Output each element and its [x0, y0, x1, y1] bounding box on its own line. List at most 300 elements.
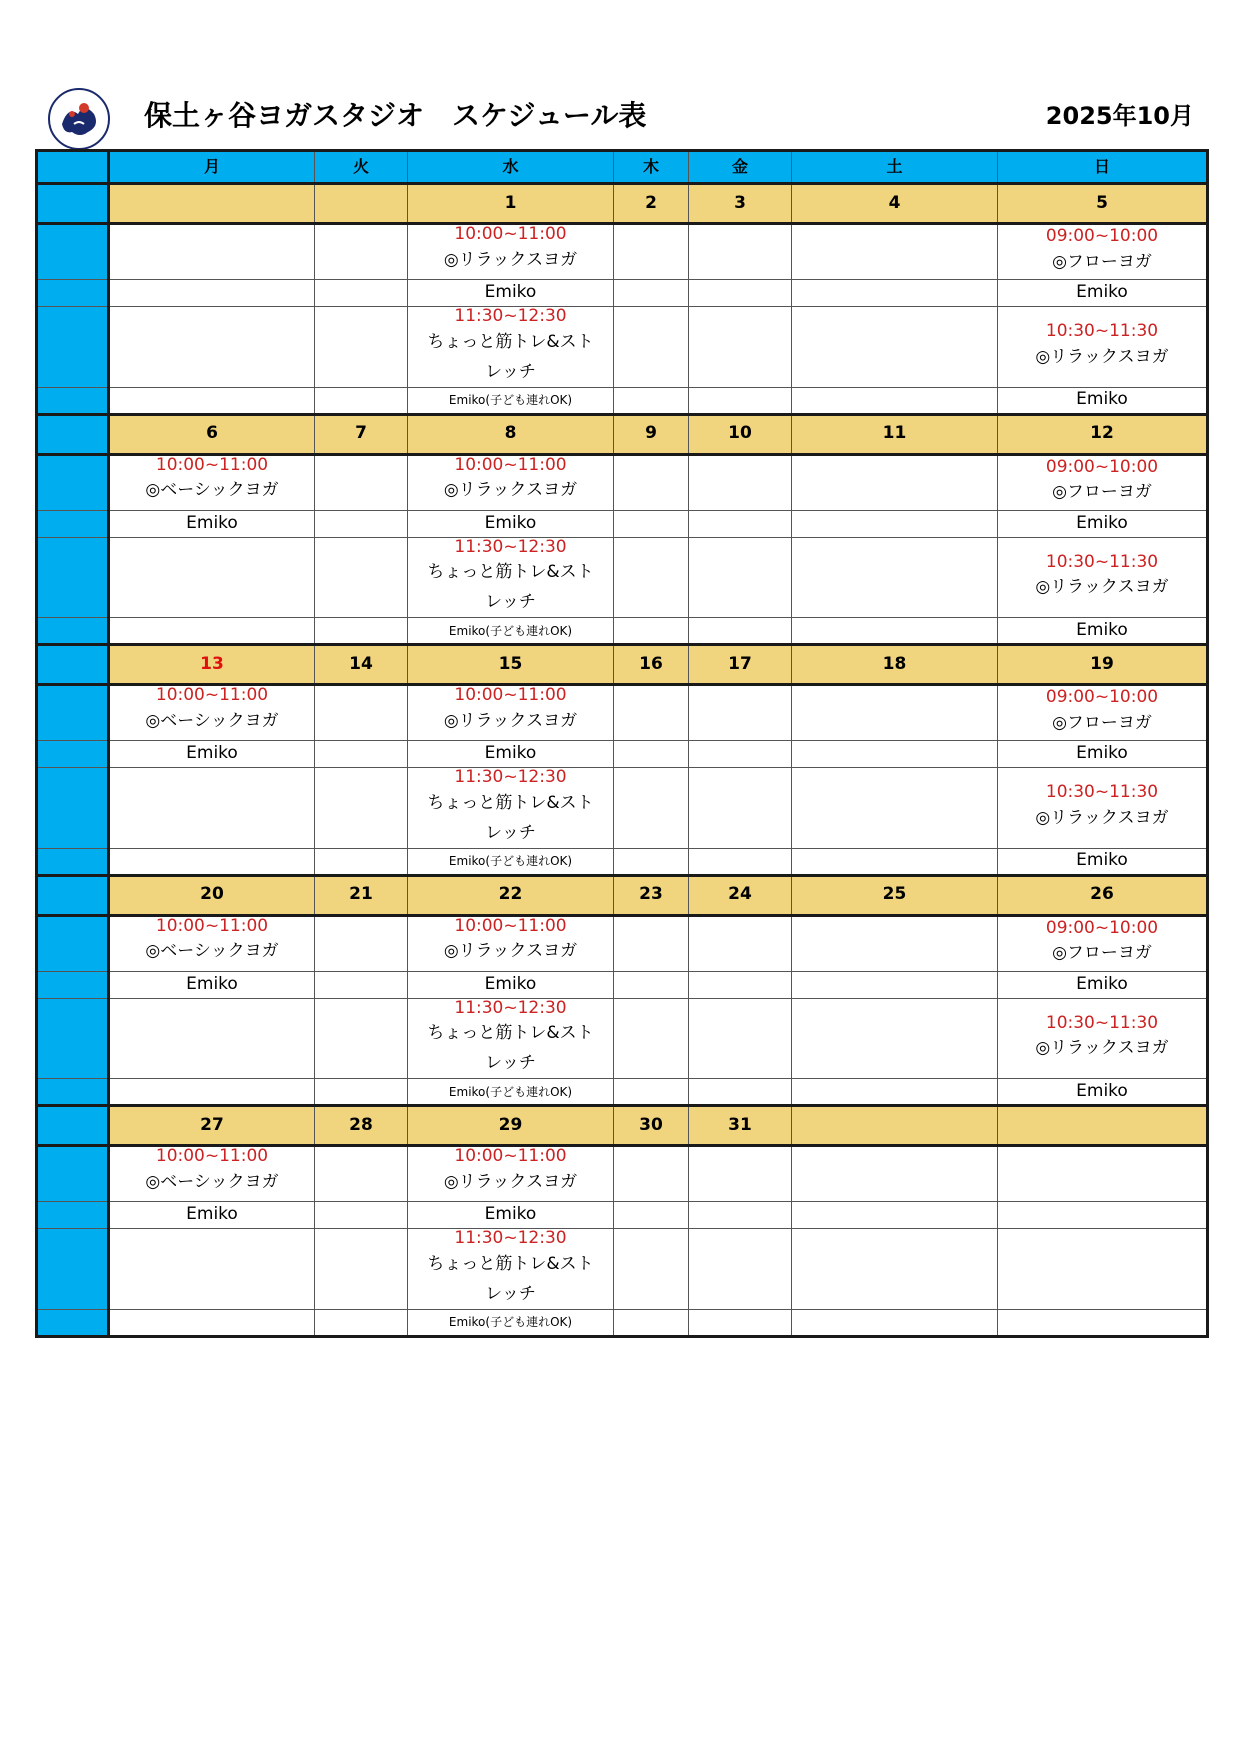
schedule-cell: [109, 280, 315, 307]
date-cell: 12: [998, 414, 1208, 454]
schedule-cell: [109, 1202, 315, 1229]
schedule-row: [37, 454, 1208, 510]
date-cell: 8: [408, 414, 614, 454]
schedule-cell: [689, 971, 792, 998]
class-name: ◎フローヨガ: [1052, 251, 1152, 272]
schedule-cell: [614, 741, 689, 768]
schedule-cell: [792, 618, 998, 645]
class-name: ちょっと筋トレ&ストレッチ: [427, 792, 594, 843]
schedule-cell: [408, 454, 614, 510]
schedule-cell: [998, 741, 1208, 768]
schedule-cell: [315, 387, 408, 414]
schedule-cell: [109, 768, 315, 849]
instructor-name: Emiko(子ども連れOK): [448, 1315, 573, 1330]
schedule-cell: [109, 848, 315, 875]
schedule-row: [37, 510, 1208, 537]
schedule-cell: [408, 768, 614, 849]
date-cell: 2: [614, 184, 689, 224]
schedule-cell: [998, 768, 1208, 849]
side-cell: [37, 280, 109, 307]
instructor-name: Emiko(子ども連れOK): [448, 854, 573, 869]
schedule-cell: [109, 537, 315, 618]
schedule-cell: [315, 1146, 408, 1202]
schedule-cell: [792, 307, 998, 388]
class-name: ちょっと筋トレ&ストレッチ: [427, 562, 594, 613]
schedule-cell: [614, 224, 689, 280]
schedule-cell: [998, 618, 1208, 645]
date-cell: 3: [689, 184, 792, 224]
class-name: ちょっと筋トレ&ストレッチ: [427, 331, 594, 382]
class-time: 11:30~12:30: [454, 767, 567, 788]
date-cell: 18: [792, 645, 998, 685]
schedule-cell: [792, 387, 998, 414]
schedule-cell: [792, 768, 998, 849]
schedule-cell: [689, 454, 792, 510]
date-cell: 16: [614, 645, 689, 685]
schedule-cell: [998, 1202, 1208, 1229]
schedule-cell: [998, 1079, 1208, 1106]
side-cell: [37, 685, 109, 741]
schedule-cell: [998, 307, 1208, 388]
instructor-name: Emiko: [484, 743, 537, 764]
class-time: 09:00~10:00: [1045, 687, 1159, 708]
schedule-cell: [614, 387, 689, 414]
side-cell: [37, 998, 109, 1079]
schedule-cell: [998, 537, 1208, 618]
schedule-cell: [792, 510, 998, 537]
schedule-cell: [614, 1202, 689, 1229]
instructor-name: Emiko: [1076, 1080, 1128, 1101]
date-row: [37, 875, 1208, 915]
date-cell: 14: [315, 645, 408, 685]
schedule-cell: [315, 685, 408, 741]
side-cell: [37, 971, 109, 998]
schedule-cell: [614, 768, 689, 849]
date-cell: 27: [109, 1106, 315, 1146]
month-label: 2025年10月: [1045, 102, 1194, 130]
schedule-cell: [792, 224, 998, 280]
side-cell: [37, 510, 109, 537]
class-time: 11:30~12:30: [454, 537, 567, 557]
schedule-cell: [315, 224, 408, 280]
schedule-cell: [689, 685, 792, 741]
side-cell: [37, 875, 109, 915]
schedule-row: [37, 685, 1208, 741]
class-name: ◎フローヨガ: [1052, 943, 1152, 964]
schedule-cell: [998, 280, 1208, 307]
side-cell: [37, 184, 109, 224]
schedule-cell: [689, 1202, 792, 1229]
schedule-cell: [408, 1079, 614, 1106]
class-time: 10:30~11:30: [1045, 321, 1159, 341]
instructor-name: Emiko: [1076, 743, 1128, 764]
class-time: 10:30~11:30: [1045, 1012, 1159, 1033]
side-cell: [37, 741, 109, 768]
schedule-cell: [109, 971, 315, 998]
schedule-cell: [408, 915, 614, 971]
schedule-cell: [614, 1229, 689, 1310]
schedule-cell: [109, 741, 315, 768]
schedule-cell: [689, 998, 792, 1079]
schedule-cell: [998, 1229, 1208, 1310]
date-cell: 20: [109, 875, 315, 915]
date-cell: 24: [689, 875, 792, 915]
instructor-name: Emiko: [186, 973, 238, 994]
class-time: 10:00~11:00: [155, 1146, 269, 1167]
side-cell: [37, 537, 109, 618]
schedule-cell: [315, 1079, 408, 1106]
schedule-cell: [998, 1146, 1208, 1202]
schedule-cell: [689, 387, 792, 414]
schedule-cell: [408, 510, 614, 537]
date-cell: 31: [689, 1106, 792, 1146]
instructor-name: Emiko: [484, 973, 537, 994]
schedule-cell: [614, 971, 689, 998]
instructor-name: Emiko(子ども連れOK): [448, 393, 573, 408]
side-cell: [37, 1106, 109, 1146]
schedule-cell: [689, 1079, 792, 1106]
class-name: ◎リラックスヨガ: [443, 480, 578, 501]
class-name: ◎リラックスヨガ: [443, 941, 578, 962]
weekday-label: 日: [998, 151, 1208, 184]
schedule-cell: [109, 915, 315, 971]
date-cell: [792, 1106, 998, 1146]
date-row: [37, 645, 1208, 685]
schedule-cell: [614, 685, 689, 741]
schedule-row: [37, 1229, 1208, 1310]
schedule-cell: [792, 1202, 998, 1229]
side-cell: [37, 1309, 109, 1336]
schedule-row: [37, 915, 1208, 971]
schedule-cell: [689, 510, 792, 537]
schedule-cell: [109, 1146, 315, 1202]
schedule-cell: [408, 1229, 614, 1310]
date-cell: 26: [998, 875, 1208, 915]
date-cell: 21: [315, 875, 408, 915]
side-cell: [37, 848, 109, 875]
side-cell: [37, 915, 109, 971]
schedule-cell: [792, 915, 998, 971]
schedule-cell: [998, 998, 1208, 1079]
class-time: 10:00~11:00: [454, 685, 567, 706]
schedule-row: [37, 1309, 1208, 1336]
class-time: 11:30~12:30: [454, 998, 567, 1018]
schedule-cell: [614, 618, 689, 645]
schedule-cell: [792, 280, 998, 307]
instructor-name: Emiko: [1076, 619, 1128, 640]
schedule-cell: [408, 1202, 614, 1229]
schedule-cell: [315, 768, 408, 849]
schedule-cell: [689, 224, 792, 280]
schedule-row: [37, 307, 1208, 388]
date-cell: 9: [614, 414, 689, 454]
schedule-cell: [792, 454, 998, 510]
side-cell: [37, 768, 109, 849]
schedule-row: [37, 768, 1208, 849]
date-cell: 7: [315, 414, 408, 454]
schedule-cell: [408, 1146, 614, 1202]
schedule-cell: [998, 1309, 1208, 1336]
schedule-cell: [792, 1146, 998, 1202]
schedule-cell: [408, 1309, 614, 1336]
class-name: ちょっと筋トレ&ストレッチ: [427, 1253, 594, 1304]
schedule-cell: [315, 848, 408, 875]
instructor-name: Emiko: [186, 743, 238, 764]
schedule-cell: [408, 685, 614, 741]
side-cell: [37, 1229, 109, 1310]
schedule-cell: [689, 915, 792, 971]
schedule-cell: [998, 224, 1208, 280]
date-cell: 10: [689, 414, 792, 454]
schedule-row: [37, 280, 1208, 307]
schedule-cell: [614, 998, 689, 1079]
class-name: ◎ベーシックヨガ: [145, 1171, 279, 1192]
schedule-cell: [408, 307, 614, 388]
schedule-cell: [315, 454, 408, 510]
schedule-row: [37, 998, 1208, 1079]
schedule-cell: [109, 998, 315, 1079]
schedule-cell: [792, 848, 998, 875]
weekday-label: 金: [689, 151, 792, 184]
side-cell: [37, 618, 109, 645]
schedule-cell: [614, 1146, 689, 1202]
schedule-cell: [109, 224, 315, 280]
instructor-name: Emiko: [484, 1204, 537, 1225]
weekday-label: 月: [109, 151, 315, 184]
class-name: ◎ベーシックヨガ: [145, 710, 279, 731]
schedule-table: [35, 149, 1209, 1338]
class-name: ちょっと筋トレ&ストレッチ: [427, 1023, 594, 1074]
side-cell: [37, 387, 109, 414]
schedule-cell: [689, 1229, 792, 1310]
schedule-cell: [614, 280, 689, 307]
schedule-cell: [792, 998, 998, 1079]
date-cell: [315, 184, 408, 224]
schedule-cell: [315, 741, 408, 768]
date-cell: 11: [792, 414, 998, 454]
class-time: 11:30~12:30: [454, 306, 567, 326]
class-name: ◎ベーシックヨガ: [145, 941, 279, 962]
schedule-cell: [315, 1202, 408, 1229]
schedule-cell: [109, 510, 315, 537]
page-title: 保土ヶ谷ヨガスタジオ スケジュール表: [144, 99, 647, 132]
schedule-cell: [792, 685, 998, 741]
schedule-cell: [614, 454, 689, 510]
schedule-cell: [998, 971, 1208, 998]
schedule-cell: [792, 1079, 998, 1106]
date-cell: [109, 184, 315, 224]
instructor-name: Emiko: [186, 512, 238, 533]
schedule-cell: [614, 915, 689, 971]
schedule-cell: [792, 741, 998, 768]
side-cell: [37, 1079, 109, 1106]
instructor-name: Emiko: [186, 1204, 238, 1225]
schedule-cell: [408, 998, 614, 1079]
class-time: 10:00~11:00: [454, 915, 567, 936]
schedule-cell: [315, 998, 408, 1079]
studio-logo-icon: [44, 84, 114, 154]
class-time: 10:00~11:00: [155, 685, 269, 706]
schedule-cell: [792, 971, 998, 998]
side-cell: [37, 307, 109, 388]
schedule-cell: [109, 454, 315, 510]
class-name: ◎リラックスヨガ: [1035, 577, 1169, 598]
date-row: [37, 414, 1208, 454]
schedule-cell: [689, 768, 792, 849]
schedule-cell: [408, 618, 614, 645]
instructor-name: Emiko: [1076, 850, 1128, 871]
schedule-cell: [315, 307, 408, 388]
class-name: ◎リラックスヨガ: [443, 1171, 578, 1192]
schedule-row: [37, 971, 1208, 998]
side-cell: [37, 454, 109, 510]
schedule-row: [37, 537, 1208, 618]
schedule-cell: [109, 307, 315, 388]
schedule-cell: [408, 224, 614, 280]
schedule-row: [37, 1146, 1208, 1202]
schedule-cell: [315, 1229, 408, 1310]
schedule-cell: [614, 1079, 689, 1106]
schedule-cell: [689, 280, 792, 307]
schedule-cell: [408, 971, 614, 998]
schedule-cell: [315, 971, 408, 998]
date-cell: 29: [408, 1106, 614, 1146]
class-time: 10:00~11:00: [155, 915, 269, 936]
schedule-cell: [689, 848, 792, 875]
header-corner: [37, 151, 109, 184]
date-cell: 22: [408, 875, 614, 915]
schedule-cell: [998, 848, 1208, 875]
class-time: 10:30~11:30: [1045, 782, 1159, 803]
class-time: 10:00~11:00: [454, 224, 567, 244]
side-cell: [37, 1146, 109, 1202]
schedule-cell: [998, 685, 1208, 741]
date-cell: [998, 1106, 1208, 1146]
class-time: 10:30~11:30: [1045, 551, 1159, 572]
schedule-cell: [792, 1309, 998, 1336]
schedule-cell: [315, 280, 408, 307]
class-name: ◎リラックスヨガ: [1035, 807, 1169, 828]
schedule-cell: [689, 618, 792, 645]
instructor-name: Emiko: [1076, 512, 1128, 533]
schedule-cell: [408, 537, 614, 618]
schedule-cell: [315, 1309, 408, 1336]
instructor-name: Emiko: [1076, 973, 1128, 994]
schedule-row: [37, 1202, 1208, 1229]
schedule-cell: [109, 1079, 315, 1106]
date-cell: 13: [109, 645, 315, 685]
schedule-cell: [315, 510, 408, 537]
schedule-cell: [109, 685, 315, 741]
schedule-cell: [408, 848, 614, 875]
class-name: ◎フローヨガ: [1052, 482, 1152, 503]
date-cell: 19: [998, 645, 1208, 685]
class-time: 11:30~12:30: [454, 1228, 567, 1249]
date-cell: 28: [315, 1106, 408, 1146]
schedule-cell: [109, 1229, 315, 1310]
class-time: 09:00~10:00: [1045, 917, 1159, 938]
date-cell: 25: [792, 875, 998, 915]
schedule-cell: [792, 537, 998, 618]
instructor-name: Emiko: [484, 512, 537, 533]
class-name: ◎フローヨガ: [1052, 712, 1152, 733]
date-row: [37, 1106, 1208, 1146]
schedule-row: [37, 618, 1208, 645]
schedule-cell: [408, 280, 614, 307]
date-cell: 30: [614, 1106, 689, 1146]
class-time: 10:00~11:00: [454, 1146, 567, 1167]
side-cell: [37, 224, 109, 280]
schedule-cell: [689, 537, 792, 618]
date-cell: 4: [792, 184, 998, 224]
date-cell: 1: [408, 184, 614, 224]
schedule-cell: [408, 741, 614, 768]
schedule-cell: [408, 387, 614, 414]
schedule-cell: [689, 307, 792, 388]
schedule-cell: [614, 307, 689, 388]
class-name: ◎リラックスヨガ: [443, 249, 578, 270]
schedule-cell: [998, 510, 1208, 537]
schedule-row: [37, 741, 1208, 768]
schedule-cell: [109, 618, 315, 645]
schedule-cell: [998, 387, 1208, 414]
schedule-cell: [109, 387, 315, 414]
schedule-cell: [689, 741, 792, 768]
date-row: [37, 184, 1208, 224]
schedule-cell: [998, 454, 1208, 510]
class-time: 10:00~11:00: [454, 454, 567, 475]
instructor-name: Emiko: [1076, 389, 1128, 410]
class-name: ◎リラックスヨガ: [1035, 1038, 1169, 1059]
schedule-cell: [614, 1309, 689, 1336]
schedule-row: [37, 848, 1208, 875]
schedule-cell: [614, 510, 689, 537]
schedule-cell: [998, 915, 1208, 971]
schedule-cell: [689, 1309, 792, 1336]
schedule-row: [37, 224, 1208, 280]
weekday-label: 木: [614, 151, 689, 184]
schedule-row: [37, 1079, 1208, 1106]
class-time: 09:00~10:00: [1045, 456, 1159, 477]
schedule-cell: [315, 618, 408, 645]
class-time: 10:00~11:00: [155, 454, 269, 475]
side-cell: [37, 1202, 109, 1229]
date-cell: 17: [689, 645, 792, 685]
schedule-cell: [109, 1309, 315, 1336]
schedule-row: [37, 387, 1208, 414]
schedule-cell: [689, 1146, 792, 1202]
date-cell: 5: [998, 184, 1208, 224]
class-name: ◎リラックスヨガ: [1035, 346, 1169, 367]
schedule-cell: [614, 848, 689, 875]
side-cell: [37, 414, 109, 454]
weekday-label: 火: [315, 151, 408, 184]
weekday-label: 土: [792, 151, 998, 184]
class-name: ◎リラックスヨガ: [443, 710, 578, 731]
date-cell: 23: [614, 875, 689, 915]
schedule-cell: [315, 537, 408, 618]
date-cell: 6: [109, 414, 315, 454]
class-time: 09:00~10:00: [1045, 226, 1159, 247]
date-cell: 15: [408, 645, 614, 685]
instructor-name: Emiko: [1076, 282, 1128, 303]
side-cell: [37, 645, 109, 685]
instructor-name: Emiko: [484, 282, 537, 303]
schedule-cell: [315, 915, 408, 971]
weekday-header-row: [37, 151, 1208, 184]
schedule-cell: [614, 537, 689, 618]
instructor-name: Emiko(子ども連れOK): [448, 623, 573, 638]
